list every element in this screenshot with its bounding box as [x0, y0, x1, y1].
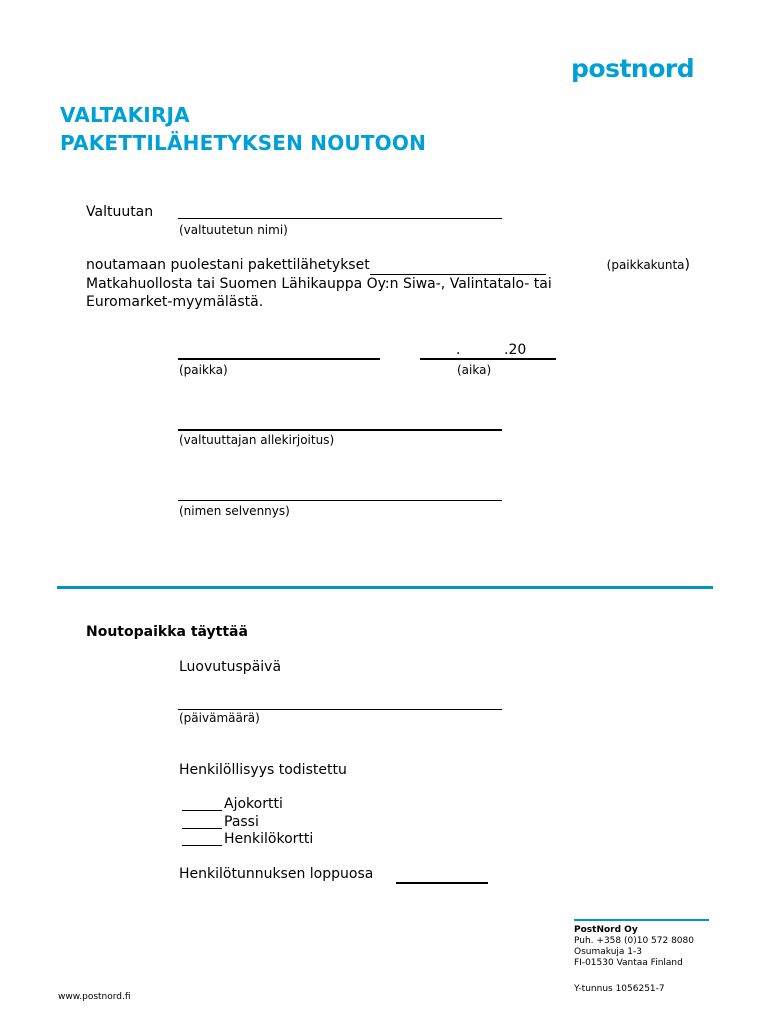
place-hint: (paikka) — [179, 363, 228, 377]
postnord-logo: postnord — [571, 54, 695, 83]
locality-hint: (paikkakunta — [606, 258, 685, 272]
signature-line[interactable] — [178, 429, 502, 431]
paragraph-part1: noutamaan puolestani pakettilähetykset — [86, 257, 370, 273]
date-line[interactable] — [420, 342, 556, 360]
ssn-end-label: Henkilötunnuksen loppuosa — [179, 866, 374, 882]
website-link[interactable]: www.postnord.fi — [58, 992, 131, 1002]
option-id-card-line[interactable] — [182, 845, 222, 846]
company-address — [574, 925, 694, 969]
option-drivers-license: Ajokortti — [224, 796, 283, 812]
company-city: FI-01530 Vantaa Finland — [574, 958, 683, 968]
option-id-card: Henkilökortti — [224, 831, 314, 847]
place-line[interactable] — [178, 358, 380, 360]
authorization-paragraph — [86, 256, 690, 311]
id-verified-label: Henkilöllisyys todistettu — [179, 762, 347, 778]
name-clarification-line[interactable] — [178, 500, 502, 501]
handover-date-label: Luovutuspäivä — [179, 659, 282, 675]
section-divider — [57, 586, 713, 589]
document-subtitle: PAKETTILÄHETYKSEN NOUTOON — [60, 131, 427, 155]
handover-date-line[interactable] — [178, 709, 502, 710]
company-name: PostNord Oy — [574, 925, 638, 935]
authorize-label: Valtuutan — [86, 204, 154, 220]
handover-date-hint: (päivämäärä) — [179, 711, 260, 725]
paragraph-line3: Euromarket-myymälästä. — [86, 294, 264, 310]
option-drivers-license-line[interactable] — [182, 810, 222, 811]
name-clarification-hint: (nimen selvennys) — [179, 504, 290, 518]
footer-rule — [574, 919, 709, 921]
option-passport-line[interactable] — [182, 828, 222, 829]
time-hint: (aika) — [457, 363, 492, 377]
signature-hint: (valtuuttajan allekirjoitus) — [179, 433, 335, 447]
authorized-name-line[interactable] — [178, 218, 502, 219]
paragraph-line2: Matkahuollosta tai Suomen Lähikauppa Oy:n Siwa-, Valintatalo- tai — [86, 276, 552, 292]
date-dot: . — [456, 342, 461, 358]
business-id: Y-tunnus 1056251-7 — [574, 984, 665, 994]
date-year-prefix: .20 — [504, 342, 527, 358]
locality-line[interactable] — [370, 256, 546, 275]
company-street: Osumakuja 1-3 — [574, 947, 642, 957]
pickup-heading: Noutopaikka täyttää — [86, 624, 248, 640]
document-title: VALTAKIRJA — [60, 103, 190, 127]
authorized-name-hint: (valtuutetun nimi) — [179, 223, 288, 237]
company-phone: Puh. +358 (0)10 572 8080 — [574, 936, 694, 946]
locality-hint-close: ) — [684, 257, 690, 273]
option-passport: Passi — [224, 814, 259, 830]
ssn-end-line[interactable] — [396, 882, 488, 884]
